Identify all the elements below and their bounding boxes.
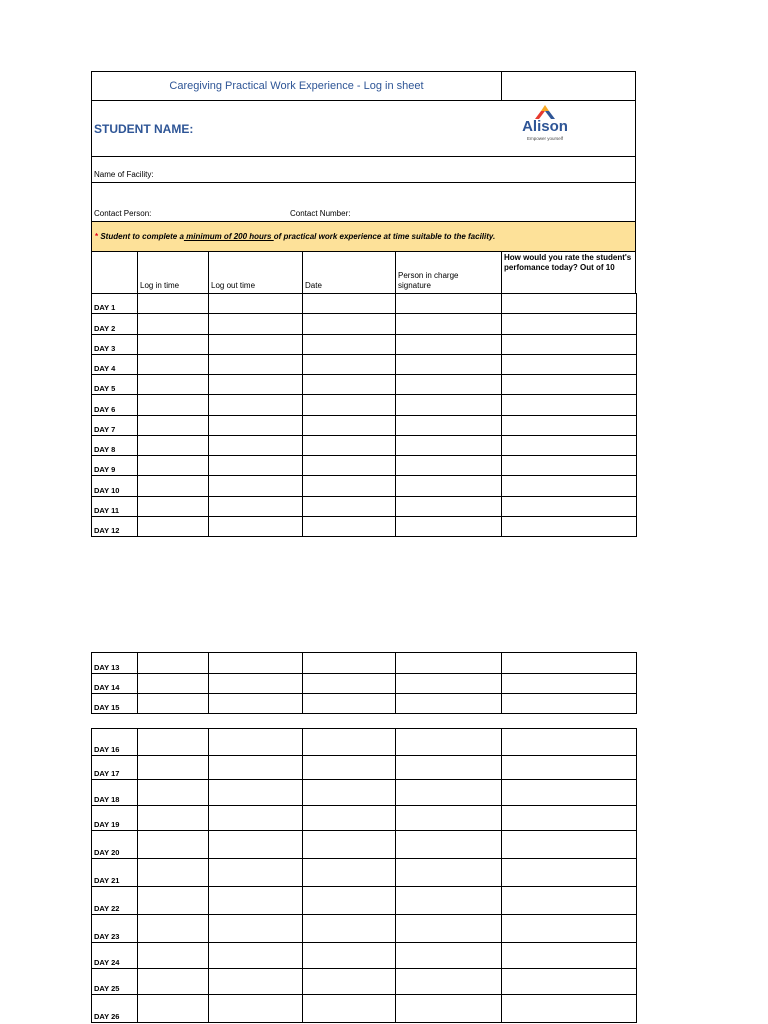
day-label-text: DAY 11 (94, 505, 120, 515)
log-in-cell[interactable] (137, 516, 209, 537)
rating-cell[interactable] (501, 394, 637, 415)
signature-cell[interactable] (395, 435, 502, 456)
col-header-date (302, 251, 396, 294)
log-out-cell[interactable] (208, 914, 303, 943)
day-label (91, 830, 138, 859)
notice-star: * (95, 232, 99, 241)
day-label-text: DAY 4 (94, 364, 116, 373)
rating-cell[interactable] (501, 652, 637, 674)
rating-cell[interactable] (501, 496, 637, 517)
rating-cell[interactable] (501, 313, 637, 334)
day-label (91, 728, 138, 756)
day-label (91, 805, 138, 831)
day-label-text: DAY 21 (94, 876, 120, 885)
signature-cell[interactable] (395, 374, 502, 395)
notice-text-1: Student to complete a (98, 232, 184, 241)
log-out-cell[interactable] (208, 693, 303, 714)
day-label (91, 293, 138, 314)
rating-cell[interactable] (501, 354, 637, 375)
day-label (91, 354, 138, 375)
rating-cell[interactable] (501, 805, 637, 831)
title-right-cell (501, 71, 636, 101)
log-in-cell[interactable] (137, 886, 209, 915)
log-in-cell[interactable] (137, 994, 209, 1023)
rating-cell[interactable] (501, 830, 637, 859)
signature-cell[interactable] (395, 779, 502, 806)
log-in-cell[interactable] (137, 394, 209, 415)
rating-cell[interactable] (501, 779, 637, 806)
log-in-cell[interactable] (137, 728, 209, 756)
date-cell[interactable] (302, 354, 396, 375)
day-label-text: DAY 15 (94, 703, 120, 712)
date-cell[interactable] (302, 394, 396, 415)
date-cell[interactable] (302, 516, 396, 537)
alison-logo-icon (535, 105, 555, 119)
day-label (91, 374, 138, 395)
day-label (91, 475, 138, 496)
log-out-cell[interactable] (208, 496, 303, 517)
contact-person-label: Contact Person: (94, 209, 152, 218)
signature-cell[interactable] (395, 652, 502, 674)
rating-cell[interactable] (501, 475, 637, 496)
log-in-cell[interactable] (137, 914, 209, 943)
col-header-login (137, 251, 209, 294)
log-out-cell[interactable] (208, 673, 303, 694)
log-out-cell[interactable] (208, 475, 303, 496)
log-in-cell[interactable] (137, 435, 209, 456)
col-header-signature-text: Person in charge signature (398, 271, 459, 290)
date-cell[interactable] (302, 334, 396, 355)
signature-cell[interactable] (395, 455, 502, 476)
signature-cell[interactable] (395, 693, 502, 714)
rating-cell[interactable] (501, 942, 637, 969)
date-cell[interactable] (302, 968, 396, 995)
log-in-cell[interactable] (137, 313, 209, 334)
rating-cell[interactable] (501, 516, 637, 537)
log-in-cell[interactable] (137, 652, 209, 674)
log-in-cell[interactable] (137, 475, 209, 496)
date-cell[interactable] (302, 886, 396, 915)
log-out-cell[interactable] (208, 455, 303, 476)
rating-cell[interactable] (501, 455, 637, 476)
date-cell[interactable] (302, 728, 396, 756)
date-cell[interactable] (302, 779, 396, 806)
notice-text-2: of practical work experience at time suitable to the facility. (273, 232, 496, 241)
day-label (91, 435, 138, 456)
day-label-text: DAY 13 (94, 663, 120, 672)
rating-cell[interactable] (501, 673, 637, 694)
rating-cell[interactable] (501, 415, 637, 436)
signature-cell[interactable] (395, 755, 502, 780)
log-out-cell[interactable] (208, 374, 303, 395)
rating-cell[interactable] (501, 994, 637, 1023)
date-cell[interactable] (302, 994, 396, 1023)
signature-cell[interactable] (395, 830, 502, 859)
day-label (91, 334, 138, 355)
day-label (91, 914, 138, 943)
day-label (91, 394, 138, 415)
facility-row[interactable] (91, 156, 636, 183)
signature-cell[interactable] (395, 354, 502, 375)
log-in-cell[interactable] (137, 415, 209, 436)
log-in-cell[interactable] (137, 293, 209, 314)
log-out-cell[interactable] (208, 755, 303, 780)
signature-cell[interactable] (395, 942, 502, 969)
day-label-text: DAY 5 (94, 384, 116, 394)
rating-cell[interactable] (501, 693, 637, 714)
day-label-text: DAY 16 (94, 745, 120, 754)
day-label-text: DAY 6 (94, 404, 116, 414)
signature-cell[interactable] (395, 805, 502, 831)
day-label (91, 886, 138, 915)
date-cell[interactable] (302, 914, 396, 943)
day-label (91, 942, 138, 969)
signature-cell[interactable] (395, 415, 502, 436)
date-cell[interactable] (302, 673, 396, 694)
contact-row[interactable] (91, 182, 636, 222)
signature-cell[interactable] (395, 968, 502, 995)
col-header-signature (395, 251, 502, 294)
signature-cell[interactable] (395, 994, 502, 1023)
signature-cell[interactable] (395, 886, 502, 915)
day-label (91, 496, 138, 517)
log-in-cell[interactable] (137, 942, 209, 969)
col-header-login-text: Log in time (140, 281, 180, 290)
log-in-cell[interactable] (137, 374, 209, 395)
log-out-cell[interactable] (208, 728, 303, 756)
rating-cell[interactable] (501, 435, 637, 456)
col-header-date-text: Date (305, 281, 322, 290)
log-in-cell[interactable] (137, 693, 209, 714)
log-in-cell[interactable] (137, 455, 209, 476)
log-out-cell[interactable] (208, 886, 303, 915)
rating-cell[interactable] (501, 858, 637, 887)
date-cell[interactable] (302, 415, 396, 436)
day-label-text: DAY 25 (94, 984, 120, 993)
notice-banner (91, 221, 636, 252)
log-in-cell[interactable] (137, 334, 209, 355)
signature-cell[interactable] (395, 475, 502, 496)
alison-logo (515, 105, 575, 145)
alison-logo-word: Alison (522, 118, 568, 135)
sheet-title (91, 71, 502, 101)
signature-cell[interactable] (395, 496, 502, 517)
log-out-cell[interactable] (208, 994, 303, 1023)
rating-cell[interactable] (501, 334, 637, 355)
signature-cell[interactable] (395, 858, 502, 887)
rating-cell[interactable] (501, 728, 637, 756)
rating-cell[interactable] (501, 293, 637, 314)
log-out-cell[interactable] (208, 942, 303, 969)
day-label (91, 313, 138, 334)
date-cell[interactable] (302, 755, 396, 780)
date-cell[interactable] (302, 858, 396, 887)
rating-cell[interactable] (501, 755, 637, 780)
log-in-cell[interactable] (137, 755, 209, 780)
date-cell[interactable] (302, 293, 396, 314)
log-out-cell[interactable] (208, 394, 303, 415)
day-label-text: DAY 23 (94, 932, 120, 941)
date-cell[interactable] (302, 435, 396, 456)
date-cell[interactable] (302, 693, 396, 714)
day-label (91, 693, 138, 714)
day-label (91, 455, 138, 476)
log-out-cell[interactable] (208, 313, 303, 334)
rating-cell[interactable] (501, 914, 637, 943)
day-label (91, 516, 138, 537)
date-cell[interactable] (302, 942, 396, 969)
day-label-text: DAY 22 (94, 904, 120, 913)
col-header-rating-text: How would you rate the student's perfomance today? Out of 10 (504, 253, 632, 272)
log-out-cell[interactable] (208, 293, 303, 314)
contact-number-label: Contact Number: (290, 209, 351, 218)
day-label-text: DAY 9 (94, 465, 116, 475)
day-label-text: DAY 20 (94, 848, 120, 857)
log-out-cell[interactable] (208, 779, 303, 806)
date-cell[interactable] (302, 313, 396, 334)
log-out-cell[interactable] (208, 435, 303, 456)
date-cell[interactable] (302, 830, 396, 859)
day-label (91, 415, 138, 436)
date-cell[interactable] (302, 455, 396, 476)
log-in-cell[interactable] (137, 354, 209, 375)
rating-cell[interactable] (501, 968, 637, 995)
signature-cell[interactable] (395, 673, 502, 694)
log-in-cell[interactable] (137, 673, 209, 694)
student-name-label: STUDENT NAME: (94, 122, 194, 136)
sheet-title-text: Caregiving Practical Work Experience - Log in sheet (169, 80, 424, 92)
log-out-cell[interactable] (208, 334, 303, 355)
day-label-text: DAY 8 (94, 445, 116, 454)
signature-cell[interactable] (395, 516, 502, 537)
day-label-text: DAY 19 (94, 820, 120, 829)
rating-cell[interactable] (501, 374, 637, 395)
day-label-text: DAY 26 (94, 1012, 120, 1021)
facility-label: Name of Facility: (94, 170, 154, 179)
log-in-cell[interactable] (137, 805, 209, 831)
date-cell[interactable] (302, 475, 396, 496)
log-out-cell[interactable] (208, 415, 303, 436)
log-in-cell[interactable] (137, 968, 209, 995)
log-out-cell[interactable] (208, 830, 303, 859)
day-label (91, 858, 138, 887)
log-out-cell[interactable] (208, 858, 303, 887)
log-out-cell[interactable] (208, 516, 303, 537)
date-cell[interactable] (302, 652, 396, 674)
day-label-text: DAY 18 (94, 795, 120, 804)
log-in-cell[interactable] (137, 830, 209, 859)
rating-cell[interactable] (501, 886, 637, 915)
log-in-cell[interactable] (137, 858, 209, 887)
day-label-text: DAY 7 (94, 424, 116, 434)
date-cell[interactable] (302, 496, 396, 517)
log-in-cell[interactable] (137, 779, 209, 806)
day-label (91, 755, 138, 780)
signature-cell[interactable] (395, 313, 502, 334)
day-label-text: DAY 10 (94, 485, 120, 495)
day-label (91, 994, 138, 1023)
alison-logo-tagline: Empower yourself (526, 136, 563, 141)
date-cell[interactable] (302, 805, 396, 831)
log-out-cell[interactable] (208, 652, 303, 674)
log-out-cell[interactable] (208, 354, 303, 375)
col-header-logout (208, 251, 303, 294)
day-label (91, 673, 138, 694)
signature-cell[interactable] (395, 334, 502, 355)
day-label-text: DAY 17 (94, 769, 120, 778)
col-header-logout-text: Log out time (211, 281, 256, 290)
log-in-cell[interactable] (137, 496, 209, 517)
day-label (91, 968, 138, 995)
day-label (91, 779, 138, 806)
day-label (91, 652, 138, 674)
col-header-blank (91, 251, 138, 294)
col-header-rating (501, 251, 636, 294)
notice-emphasis: minimum of 200 hours (183, 232, 274, 241)
date-cell[interactable] (302, 374, 396, 395)
signature-cell[interactable] (395, 728, 502, 756)
day-label-text: DAY 12 (94, 526, 120, 535)
day-label-text: DAY 14 (94, 683, 120, 692)
log-out-cell[interactable] (208, 968, 303, 995)
signature-cell[interactable] (395, 394, 502, 415)
day-label-text: DAY 3 (94, 343, 116, 353)
log-out-cell[interactable] (208, 805, 303, 831)
day-label-text: DAY 2 (94, 323, 116, 333)
day-label-text: DAY 1 (94, 303, 116, 313)
signature-cell[interactable] (395, 293, 502, 314)
signature-cell[interactable] (395, 914, 502, 943)
day-label-text: DAY 24 (94, 958, 120, 967)
